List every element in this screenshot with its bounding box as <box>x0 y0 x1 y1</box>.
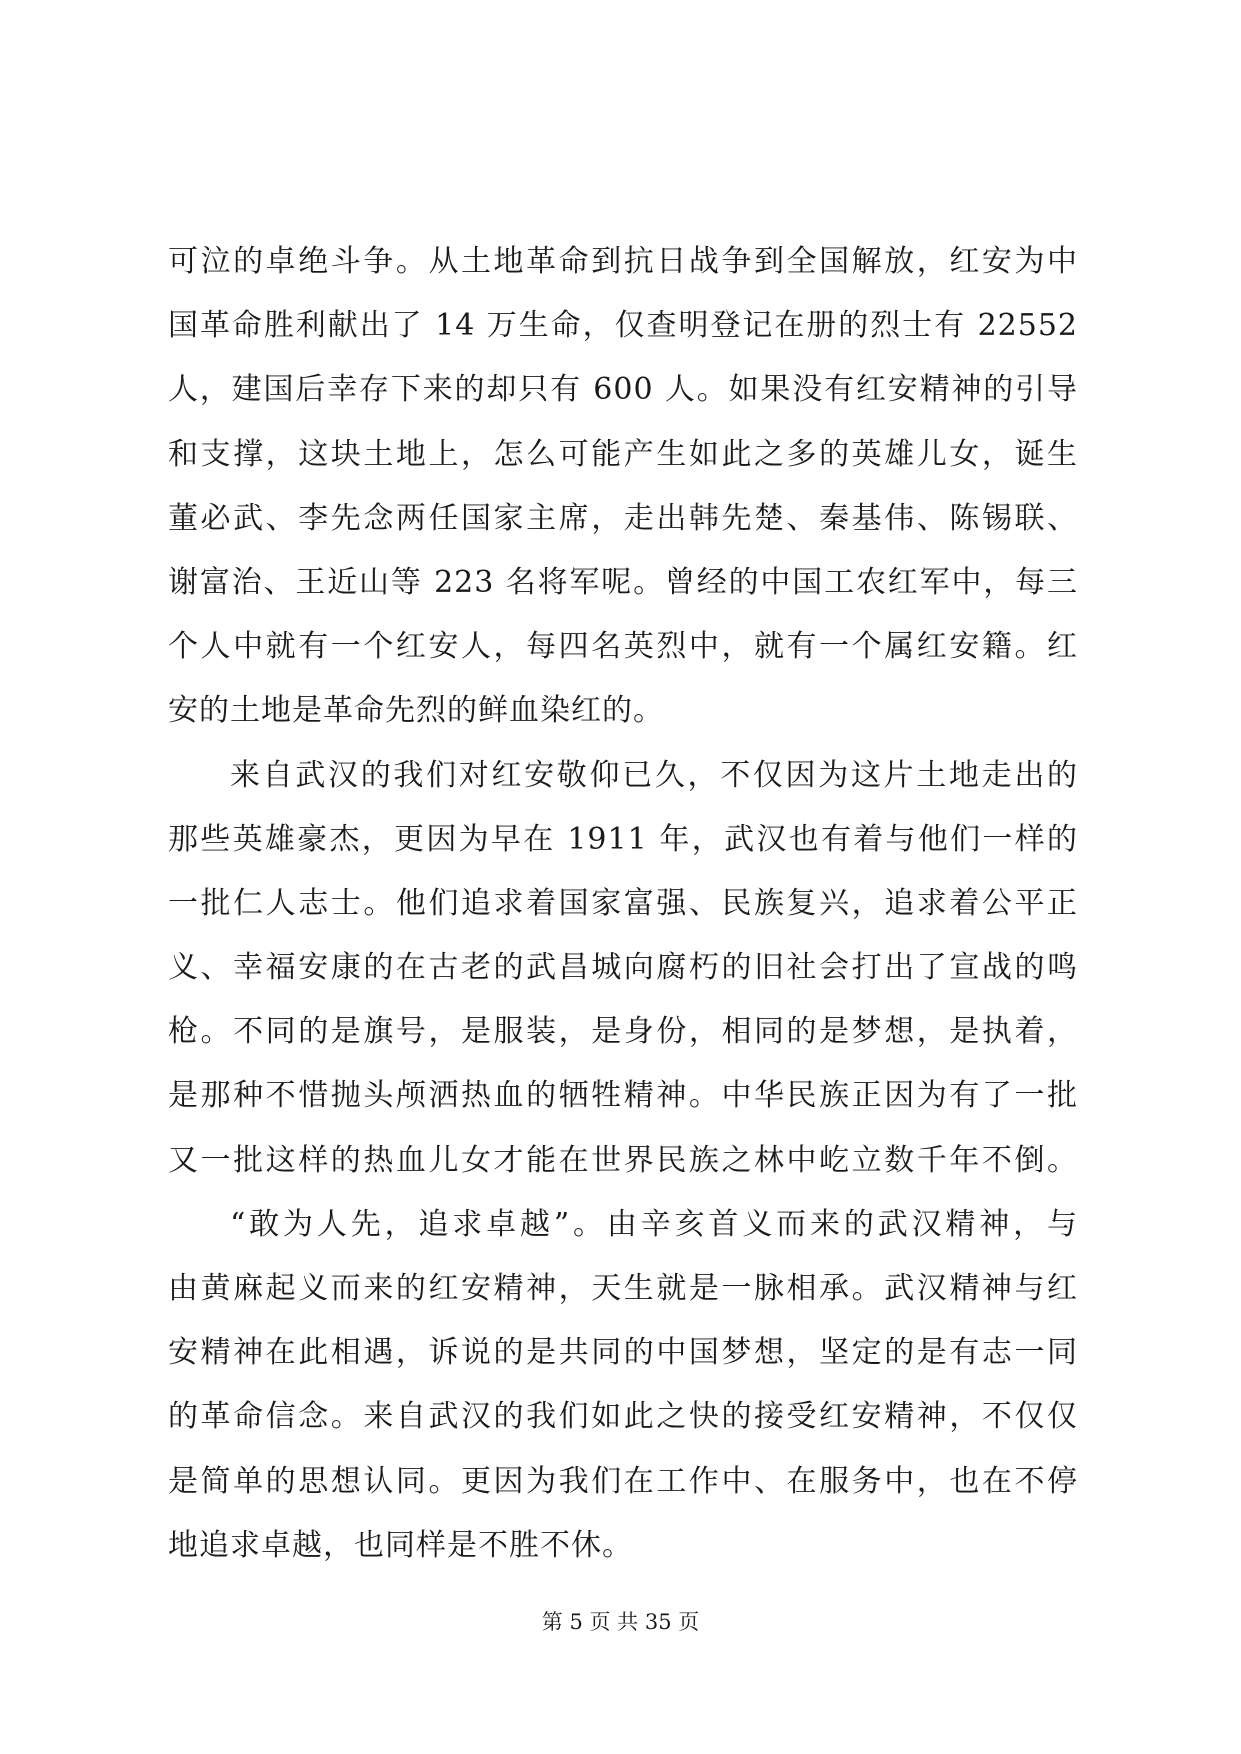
text-line: 枪。不同的是旗号，是服装，是身份，相同的是梦想，是执着， <box>168 1014 1078 1050</box>
text-line: 安精神在此相遇，诉说的是共同的中国梦想，坚定的是有志一同 <box>168 1335 1078 1371</box>
text-line: 地追求卓越，也同样是不胜不休。 <box>168 1527 633 1563</box>
text-line: 安的土地是革命先烈的鲜血染红的。 <box>168 693 664 729</box>
text-line: 由黄麻起义而来的红安精神，天生就是一脉相承。武汉精神与红 <box>168 1271 1078 1306</box>
text-line: 又一批这样的热血儿女才能在世界民族之林中屹立数千年不倒。 <box>168 1142 1078 1178</box>
text-line: “敢为人先，追求卓越”。由辛亥首义而来的武汉精神，与 <box>230 1206 1078 1242</box>
text-line: 的革命信念。来自武汉的我们如此之快的接受红安精神，不仅仅 <box>168 1399 1078 1435</box>
text-line: 那些英雄豪杰，更因为早在 1911 年，武汉也有着与他们一样的 <box>168 821 1078 857</box>
text-line: 人，建国后幸存下来的却只有 600 人。如果没有红安精神的引导 <box>168 372 1078 408</box>
text-line: 国革命胜利献出了 14 万生命，仅查明登记在册的烈士有 22552 <box>168 308 1078 344</box>
text-line: 义、幸福安康的在古老的武昌城向腐朽的旧社会打出了宣战的鸣 <box>168 950 1078 986</box>
page-footer: 第 5 页 共 35 页 <box>541 1610 700 1634</box>
text-line: 个人中就有一个红安人，每四名英烈中，就有一个属红安籍。红 <box>168 629 1078 665</box>
text-line: 和支撑，这块土地上，怎么可能产生如此之多的英雄儿女，诞生 <box>168 436 1078 472</box>
text-line: 是那种不惜抛头颅洒热血的牺牲精神。中华民族正因为有了一批 <box>168 1078 1078 1114</box>
text-line: 可泣的卓绝斗争。从土地革命到抗日战争到全国解放，红安为中 <box>168 244 1078 279</box>
text-line: 来自武汉的我们对红安敬仰已久，不仅因为这片土地走出的 <box>230 757 1078 793</box>
text-line: 一批仁人志士。他们追求着国家富强、民族复兴，追求着公平正 <box>168 885 1078 921</box>
text-line: 谢富治、王近山等 223 名将军呢。曾经的中国工农红军中，每三 <box>168 564 1078 600</box>
body-text <box>168 230 1078 1578</box>
text-line: 董必武、李先念两任国家主席，走出韩先楚、秦基伟、陈锡联、 <box>168 500 1078 536</box>
text-line: 是简单的思想认同。更因为我们在工作中、在服务中，也在不停 <box>168 1463 1078 1499</box>
